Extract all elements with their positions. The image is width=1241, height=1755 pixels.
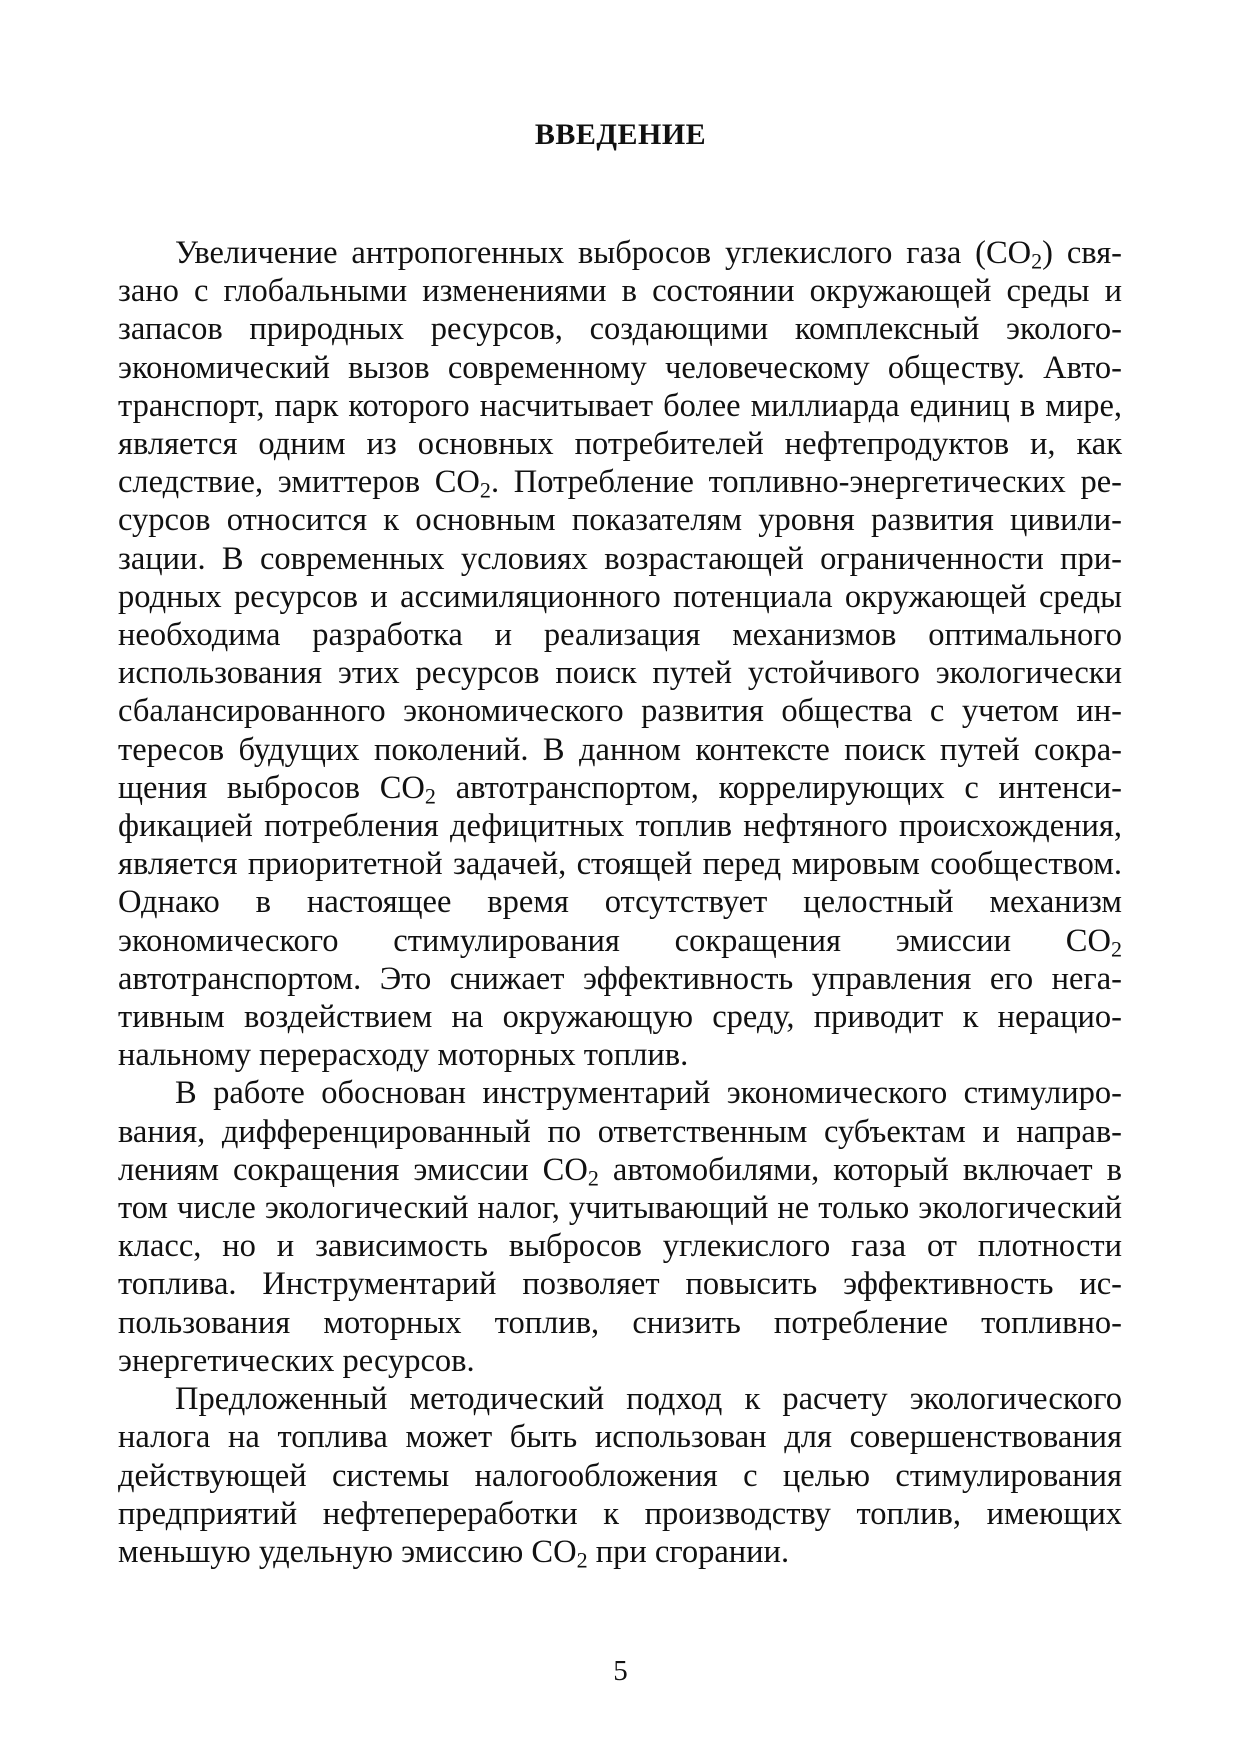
text-run: автотранспортом, коррелирующих с интенсификацией потребления дефицитных топлив нефтяного происхождения, является приоритетной задачей, стоящей перед мировым сообществом. Однако в настоящее время отсутствует целостный механизм экономического стимулирования сокращения эмиссии CO — [118, 769, 1122, 959]
subscript: 2 — [576, 1547, 588, 1573]
subscript: 2 — [1031, 248, 1043, 274]
paragraph-1 — [118, 234, 1122, 1074]
text-run: при сгорании. — [587, 1533, 790, 1570]
subscript: 2 — [587, 1165, 599, 1191]
paragraph-3 — [118, 1380, 1122, 1571]
text-run: ) связано с глобальными изменениями в состоянии окружающей среды и запасов природных ресурсов, создающими комплексный эколого-экономический вызов современному человеческому обществу. Автотранспорт, парк которого насчитывает более миллиарда единиц в мире, является одним из основных потребителей нефтепродуктов и, как следствие, эмиттеров CO — [118, 235, 1122, 501]
body-text — [118, 234, 1122, 1571]
page-number: 5 — [613, 1655, 628, 1687]
text-run: Увеличение антропогенных выбросов углекислого газа (CO — [175, 235, 1032, 271]
text-run: автомобилями, который включает в том числе экологический налог, учитывающий не только экологический класс, но и зависимость выбросов углекислого газа от плотности топлива. Инструментарий позволяет повысить эффективность использования моторных топлив, снизить потребление топливно-энергетических ресурсов. — [118, 1151, 1122, 1379]
text-run: Предложенный методический подход к расчету экологического налога на топлива может быть использован для совершенствования действующей системы налогообложения с целью стимулирования предприятий нефтепереработки к производству топлив, имеющих меньшую удельную эмиссию CO — [118, 1381, 1122, 1570]
subscript: 2 — [479, 477, 491, 503]
paragraph-2 — [118, 1074, 1122, 1380]
page-title: ВВЕДЕНИЕ — [534, 118, 707, 151]
text-run: В работе обоснован инструментарий экономического стимулирования, дифференцированный по ответственным субъектам и направлениям сокращения эмиссии CO — [118, 1075, 1122, 1188]
subscript: 2 — [1110, 936, 1122, 962]
text-run: автотранспортом. Это снижает эффективность управления его негативным воздействием на окружающую среду, приводит к нерациональному перерасходу моторных топлив. — [118, 960, 1122, 1074]
subscript: 2 — [424, 783, 436, 809]
text-run: . Потребление топливно-энергетических ресурсов относится к основным показателям уровня развития цивилизации. В современных условиях возрастающей ограниченности природных ресурсов и ассимиляционного потенциала окружающей среды необходима разработка и реализация механизмов оптимального использования этих ресурсов поиск путей устойчивого экологически сбалансированного экономического развития общества с учетом интересов будущих поколений. В данном контексте поиск путей сокращения выбросов CO — [118, 464, 1122, 806]
